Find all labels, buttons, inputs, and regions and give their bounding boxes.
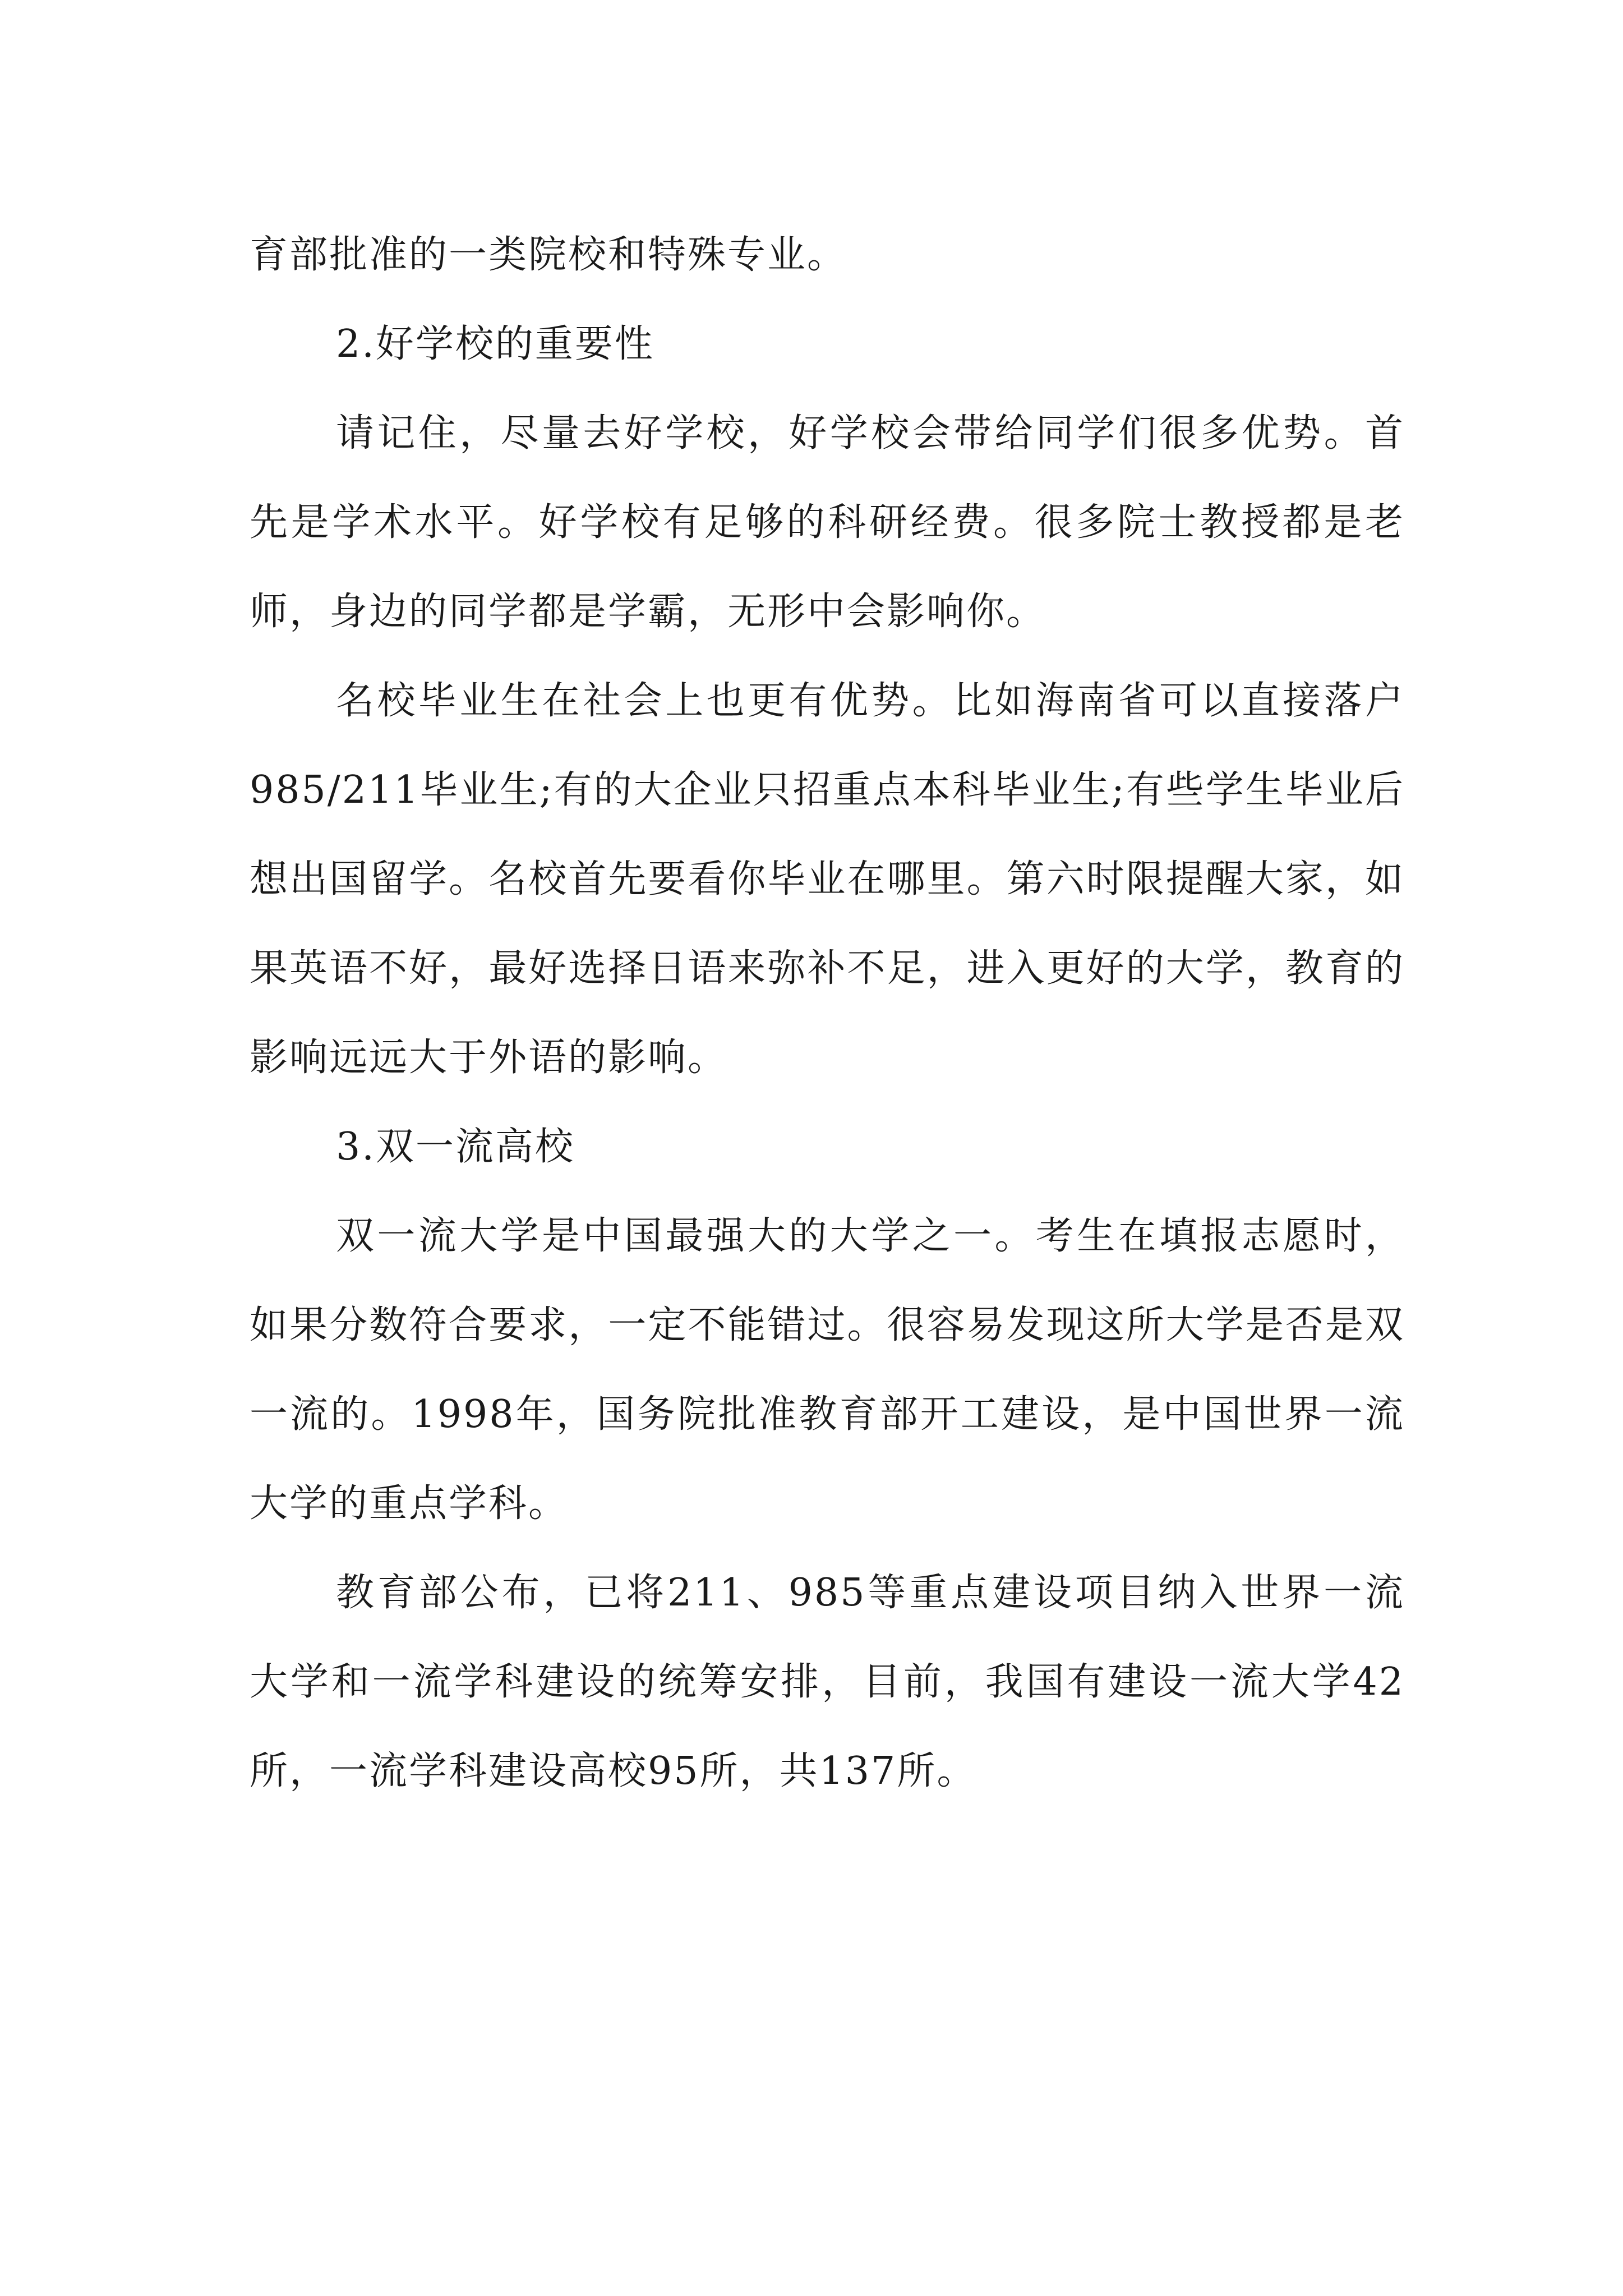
paragraph-ministry-announcement: 教育部公布，已将211、985等重点建设项目纳入世界一流大学和一流学科建设的统筹安排，目前，我国有建设一流大学42所，一流学科建设高校95所，共137所。 xyxy=(250,1571,1405,1793)
section-heading-good-school: 2.好学校的重要性 xyxy=(336,322,654,366)
paragraph-good-school-advantages: 请记住，尽量去好学校，好学校会带给同学们很多优势。首先是学术水平。好学校有足够的科研经费。很多院士教授都是老师，身边的同学都是学霸，无形中会影响你。 xyxy=(250,411,1405,634)
paragraph-double-first-class-intro: 双一流大学是中国最强大的大学之一。考生在填报志愿时，如果分数符合要求，一定不能错过。很容易发现这所大学是否是双一流的。1998年，国务院批准教育部开工建设，是中国世界一流大学的重点学科。 xyxy=(250,1214,1405,1526)
section-heading-double-first-class: 3.双一流高校 xyxy=(336,1125,575,1169)
document-body xyxy=(250,210,1405,1816)
paragraph-graduate-advantages: 名校毕业生在社会上也更有优势。比如海南省可以直接落户985/211毕业生;有的大企业只招重点本科毕业生;有些学生毕业后想出国留学。名校首先要看你毕业在哪里。第六时限提醒大家，如果英语不好，最好选择日语来弥补不足，进入更好的大学，教育的影响远远大于外语的影响。 xyxy=(250,679,1405,1080)
paragraph-continued: 育部批准的一类院校和特殊专业。 xyxy=(250,233,847,277)
